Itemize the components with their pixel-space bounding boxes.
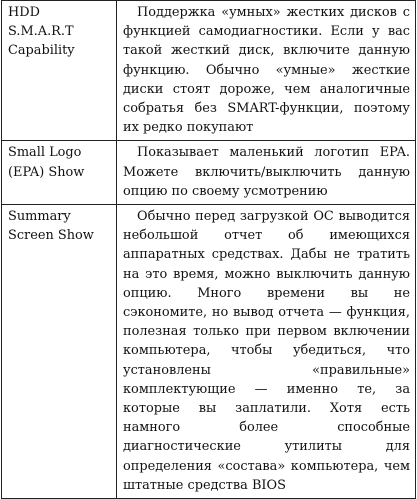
parameter-name-line: S.M.A.R.T (8, 24, 74, 40)
description-cell (117, 205, 416, 499)
bios-settings-table (1, 0, 416, 499)
table-row (2, 141, 416, 205)
parameter-name-line: Small Logo (8, 145, 82, 161)
description-cell (117, 141, 416, 205)
parameter-cell (2, 141, 117, 205)
table-row (2, 1, 416, 141)
parameter-cell (2, 205, 117, 499)
parameter-name-line: Summary (8, 209, 71, 225)
description-cell (117, 1, 416, 141)
parameter-name-line: Capability (8, 43, 75, 59)
parameter-name-line: HDD (8, 5, 40, 20)
description-text: Поддержка «умных» жестких дисков с функцией самодиагностики. Если у вас такой жесткий диск, включите данную функцию. Обычно «умные» жесткие диски стоят дороже, чем аналогичные собратья без SMART-функции, поэтому их редко покупают (123, 5, 410, 136)
table-row (2, 205, 416, 499)
parameter-name-line: (EPA) Show (8, 164, 85, 180)
parameter-name-line: Screen Show (8, 228, 94, 244)
parameter-cell (2, 1, 117, 141)
description-text: Обычно перед загрузкой ОС выводится небольшой отчет об имеющихся аппаратных средствах. Дабы не тратить на это время, можно выключить данную опцию. Много времени вы не сэкономите, но вывод отчета — функция, полезная только при первом включении компьютера, чтобы убедиться, что установлены «правильные» комплектующие — именно те, за которые вы заплатили. Хотя есть намного более способные диагностические утилиты для определения «состава» компьютера, чем штатные средства BIOS (123, 209, 410, 493)
description-text: Показывает маленький логотип EPA. Можете включить/выключить данную опцию по своему усмотрению (123, 145, 410, 199)
